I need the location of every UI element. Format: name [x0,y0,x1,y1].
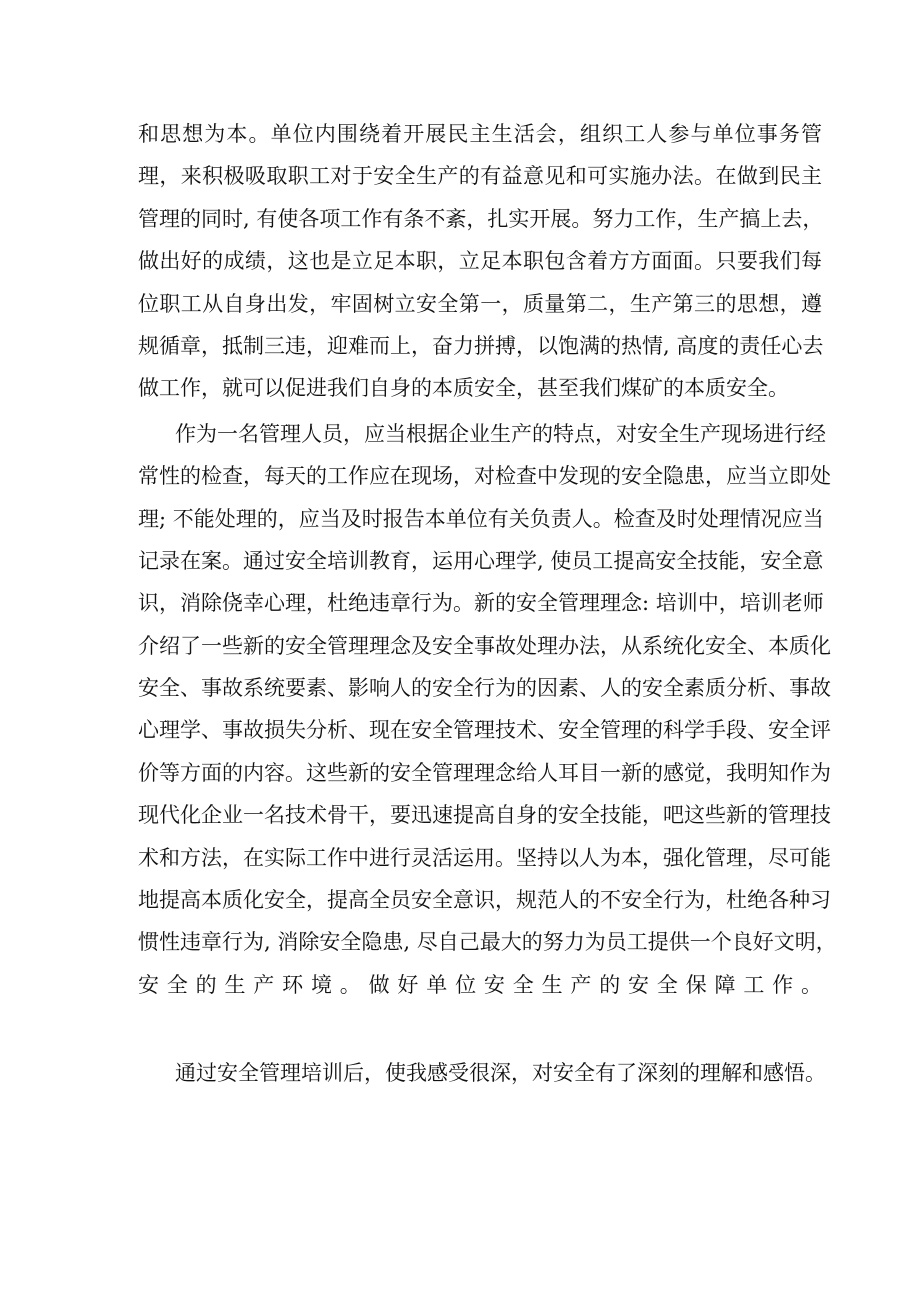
text-line: 管理的同时, 有使各项工作有条不紊，扎实开展。努力工作，生产搞上去， [138,206,824,231]
text-line: 做工作，就可以促进我们自身的本质安全，甚至我们煤矿的本质安全。 [138,376,789,401]
text-line: 做出好的成绩，这也是立足本职，立足本职包含着方方面面。只要我们每 [138,249,822,274]
text-line: 规循章，抵制三违，迎难而上，奋力拼搏，以饱满的热情, 高度的责任心去 [138,333,824,358]
paragraph-3 [138,1052,826,1094]
text-line: 和思想为本。单位内围绕着开展民主生活会，组织工人参与单位事务管 [138,122,822,146]
text-line: 介绍了一些新的安全管理理念及安全事故处理办法，从系统化安全、本质化 [138,633,831,658]
text-line: 记录在案。通过安全培训教育，运用心理学, 使员工提高安全技能，安全意 [138,548,824,573]
document-body [138,113,837,1094]
text-line: 术和方法，在实际工作中进行灵活运用。坚持以人为本，强化管理，尽可能 [138,845,831,870]
text-line: 现代化企业一名技术骨干，要迅速提高自身的安全技能，吧这些新的管理技 [138,803,831,828]
text-line: 心理学、事故损失分析、现在安全管理技术、安全管理的科学手段、安全评 [138,718,831,743]
text-line: 惯性违章行为, 消除安全隐患, 尽自己最大的努力为员工提供一个良好文明， [138,930,837,955]
text-line: 识，消除侥幸心理，杜绝违章行为。新的安全管理理念: 培训中，培训老师 [138,591,824,616]
paragraph-1 [138,113,822,410]
text-line: 理，来积极吸取职工对于安全生产的有益意见和可实施办法。在做到民主 [138,164,822,189]
text-line [138,1006,822,1048]
paragraph-2 [138,413,837,1049]
text-line: 理; 不能处理的，应当及时报告本单位有关负责人。检查及时处理情况应当 [138,506,824,531]
text-line: 安全的生产环境。做好单位安全生产的安全保障工作。 [138,972,822,997]
text-line: 作为一名管理人员，应当根据企业生产的特点，对安全生产现场进行经 [175,421,826,446]
text-line: 常性的检查，每天的工作应在现场，对检查中发现的安全隐患，应当立即处 [138,464,831,489]
text-line: 位职工从自身出发，牢固树立安全第一，质量第二，生产第三的思想，遵 [138,291,822,316]
text-line: 价等方面的内容。这些新的安全管理理念给人耳目一新的感觉，我明知作为 [138,760,831,785]
text-line: 地提高本质化安全，提高全员安全意识，规范人的不安全行为，杜绝各种习 [138,888,831,913]
text-line: 通过安全管理培训后，使我感受很深，对安全有了深刻的理解和感悟。 [175,1060,826,1085]
text-line: 安全、事故系统要素、影响人的安全行为的因素、人的安全素质分析、事故 [138,676,831,701]
